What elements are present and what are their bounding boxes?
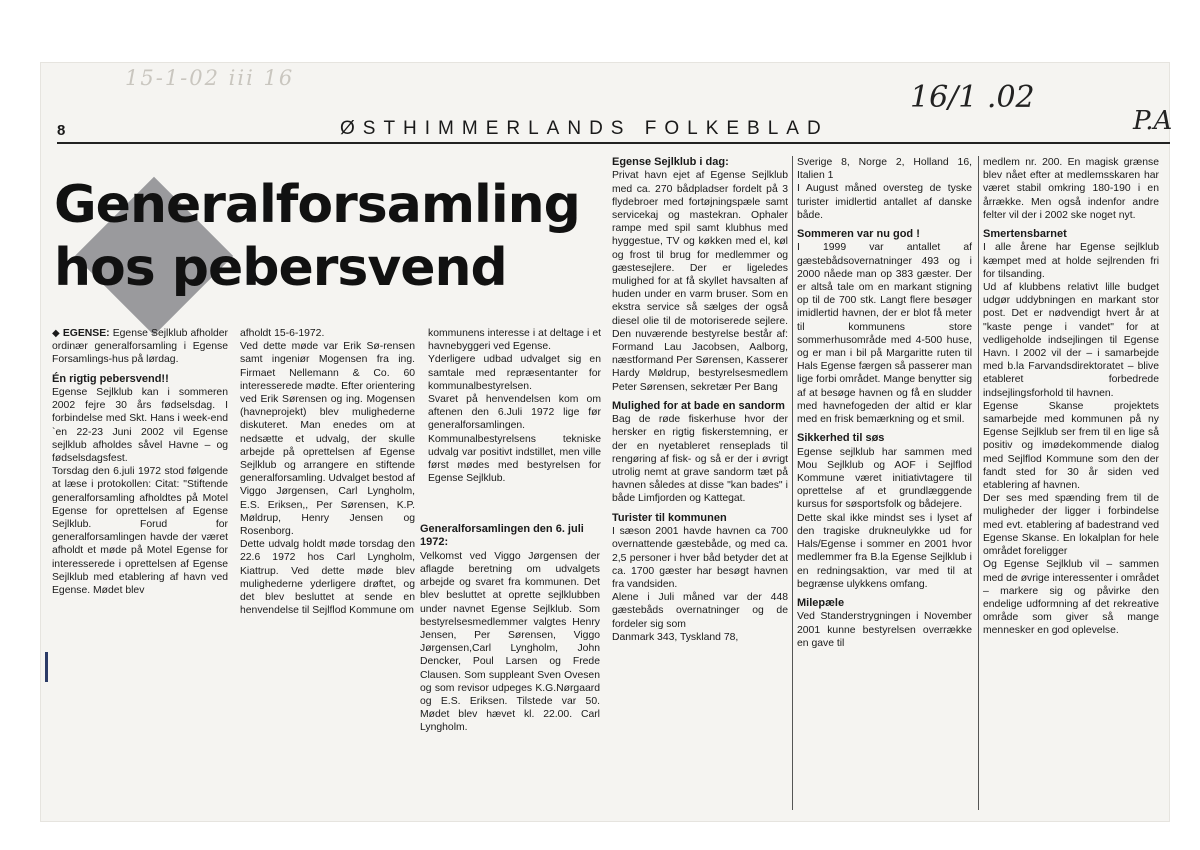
column-1 bbox=[52, 327, 228, 597]
subheading: Sikkerhed til søs bbox=[797, 432, 885, 445]
subheading: Smertensbarnet bbox=[983, 228, 1067, 241]
paragraph: Egense Sejlklub kan i sommeren 2002 fejre 30 års fødselsdag. I forbindelse med Skt. Hans i week-end `en 22-23 Juni 2002 vil Egense sejlklub afholdes såvel Havne – og fødselsdagsfest. bbox=[52, 387, 228, 465]
subheading: Turister til kommunen bbox=[612, 511, 727, 524]
lead-text: Egense Sejlklub afholder ordinær generalforsamling i Egense Forsamlings-hus på lørdag. bbox=[52, 328, 229, 366]
paragraph: Velkomst ved Viggo Jørgensen der aflagde beretning om udvalgets arbejde og svaret fra kommunen. Det blev besluttet at oprette sejlklubben under navnet Egense Sejlklub. Som bestyrelsesmedlemmer valgtes Henry Jensen, Per Sørensen, Viggo Jørgensen,Carl Lyngholm, John Dencker, Poul Larsen og Frede Clausen. Som suppleant Sven Ovesen og som revisor udpeges K.G.Nørgaard og E.S. Eriksen. Tilstede var 50. Mødet blev hævet kl. 22.00. Carl Lyngholm. bbox=[420, 550, 600, 734]
paragraph: Der ses med spænding frem til de muligheder der ligger i forbindelse med evt. etablering af badestrand ved Egense Skanse. En lokalplan for hele området foreligger bbox=[983, 493, 1159, 558]
paragraph: Sverige 8, Norge 2, Holland 16, Italien 1 bbox=[797, 157, 972, 182]
paragraph: Ved dette møde var Erik Sø-rensen samt ingeniør Mogensen fra ing. Firmaet Nellemann & Co. 60 interesserede mødte. Efter orientering ved Erik Sørensen og ing. Mogensen (havneprojekt) blev mulighederne diskuteret. Man enedes om at nedsætte et udvalg, der skulle arbejde på oprettelsen af Egense Sejlklub og arrangere en stiftende generalforsamling. Udvalget bestod af Viggo Jørgensen, Carl Lyngholm, E.S. Eriksen,, Per Sørensen, K.P. Møldrup, Henry Jensen og Rosenborg. bbox=[240, 341, 416, 538]
subheading: Generalforsamlingen den 6. juli 1972: bbox=[420, 523, 584, 549]
newspaper-clipping bbox=[40, 62, 1173, 822]
paragraph: I sæson 2001 havde havnen ca 700 overnattende gæstebåde, og med ca. 2,5 personer i hver båd betyder det at ca. 1700 gæster har besøgt havnen fra vandsiden. bbox=[612, 526, 788, 590]
column-divider bbox=[978, 156, 979, 810]
paragraph: Danmark 343, Tyskland 78, bbox=[612, 631, 739, 643]
newspaper-masthead: ØSTHIMMERLANDS FOLKEBLAD bbox=[340, 118, 829, 139]
paragraph: I 1999 var antallet af gæstebådsovernatninger 493 og i 2000 nåede man op 383 gæster. Der er altså tale om en markant stigning op til de 700 stk. Langt flere besøger imidlertid havnen, der er blot få meter til kommunens store sommerhusområde med 4-500 huse, og er man i bil på Margaritte ruten til Hals Egense færgen så passerer man lige forbi området. Mange benytter sig af at besøge havnen og få en sludder med havnefogeden der altid er klar med en frisk bemærkning og et smil. bbox=[797, 242, 972, 426]
paragraph: I alle årene har Egense sejlklub kæmpet med at holde sejlrenden fri for tilsanding. bbox=[983, 242, 1159, 280]
paragraph: Alene i Juli måned var der 448 gæstebåds overnatninger og de fordeler sig som bbox=[612, 592, 788, 630]
paragraph: Dette skal ikke mindst ses i lyset af den tragiske drukneulykke ud for Hals/Egense i sommer en 2001 hvor medlemmer fra B.la Egense Sejlklub i en redningsaktion, var med til at begrænse ulykkens omfang. bbox=[797, 512, 972, 590]
faint-handwritten-date: 15-1-02 iii 16 bbox=[125, 66, 295, 90]
subheading: Milepæle bbox=[797, 596, 845, 609]
paragraph: Og Egense Sejlklub vil – sammen med de øvrige interessenter i området – markere sig og påvirke den endelige udformning af det rekreative område som giver så mange mennesker en god oplevelse. bbox=[983, 559, 1159, 637]
paragraph: Bag de røde fiskerhuse hvor der hersker en rigtig fiskerstemning, er der en nyetableret renseplads til rengøring af fisk- og så er der i øvrigt utrolig nemt at grave sandorm tæt på havnen således at disse "kan bades" i både Limfjorden og Kattegat. bbox=[612, 414, 788, 505]
column-divider bbox=[792, 156, 793, 810]
subheading: Mulighed for at bade en sandorm bbox=[612, 399, 785, 412]
paragraph: I August måned oversteg de tyske turister imidlertid antallet af danske både. bbox=[797, 183, 972, 221]
paragraph: Ved Standerstrygningen i November 2001 kunne bestyrelsen overrække en gave til bbox=[797, 611, 972, 649]
paragraph: Egense sejlklub har sammen med Mou Sejlklub og AOF i Sejlflod Kommune været initiativtagere til oprettelse af et grundlæggende kursus for søsportsfolk og bådejere. bbox=[797, 446, 972, 511]
lead-paragraph bbox=[52, 327, 228, 367]
paragraph: kommunens interesse i at deltage i et havnebyggeri ved Egense. bbox=[428, 328, 601, 353]
paragraph: Ud af klubbens relativt lille budget udgør uddybningen en markant stor post. Det er nødvendigt hvert år at "kaste penge i vandet" for at vedligeholde indsejlingen til Egense Havn. I 2002 vil der – i samarbejde med b.la Farvandsdirektoratet – blive etableret forbedrede indsejlingsforhold til havnen. bbox=[983, 282, 1159, 399]
margin-marker bbox=[45, 652, 48, 682]
diamond-bullet-icon: ◆ bbox=[52, 328, 63, 339]
column-2 bbox=[240, 327, 415, 617]
column-6 bbox=[983, 156, 1159, 638]
handwritten-date: 16/1 .02 bbox=[910, 80, 1035, 115]
column-3 bbox=[428, 327, 601, 485]
subheading: Én rigtig pebersvend!! bbox=[52, 372, 169, 385]
headline-line-1: Generalforsamling bbox=[54, 175, 580, 235]
article-headline bbox=[54, 174, 580, 300]
column-3-lower bbox=[420, 517, 600, 735]
column-5 bbox=[797, 156, 972, 650]
paragraph: Svaret på henvendelsen kom om aftenen den 6.Juli 1972 lige før generalforsamlingen. Kommunalbestyrelsens tekniske udvalg var positivt indstillet, men ville først mødes med bestyrelsen for Egense Sejlklub. bbox=[428, 394, 601, 485]
column-4 bbox=[612, 156, 788, 644]
paragraph: Dette udvalg holdt møde torsdag den 22.6 1972 hos Carl Lyngholm, Kiattrup. Ved dette møde blev mulighederne yderligere drøftet, og det blev besluttet at sende en henvendelse til Sejlflod Kommune om bbox=[240, 539, 415, 617]
paragraph: Egense Skanse projektets samarbejde med kommunen på ny Egense Sejlklub ser frem til en lige så positiv og imødekommende dialog med Sejlflod Kommune som den der fandt sted for 30 år siden ved etablering af havnen. bbox=[983, 400, 1159, 492]
paragraph: Torsdag den 6.juli 1972 stod følgende at læse i protokollen: Citat: "Stiftende generalforsamling afholdtes på Motel Egense for oprettelsen af Egense Sejlklub. Forud for generalforsamlingen havde der været afholdt et møde på Motel Egense for interesserede i oprettelsen af Egense Sejlklub med etablering af havn ved Egense. Mødet blev bbox=[52, 466, 228, 597]
paragraph: afholdt 15-6-1972. bbox=[240, 328, 325, 339]
headline-line-2: hos pebersvend bbox=[54, 238, 507, 298]
paragraph: medlem nr. 200. En magisk grænse blev nået efter at medlemsskaren har været stabil omkring 180-190 i en årrække. Men også indenfor andre felter vil der i 2002 ske noget nyt. bbox=[983, 157, 1159, 221]
paragraph: Privat havn ejet af Egense Sejlklub med ca. 270 bådpladser fordelt på 3 flydebroer med fortøjningspæle samt servicekaj og mastekran. Ophaler rampe med spil samt klubhus med hyggestue, TV og køkken med el, køl og frost til brug for medlemmer og gæstesejlere. Der er ligeledes mulighed for at få skyllet havsalten af huden under en varm bruser. Som en ekstra service så sælges der også diesel olie til de motoriserede sejlere. Den nuværende bestyrelse består af: Formand Lau Jacobsen, Aalborg, næstformand Per Sørensen, Kasserer Hardy Møldrup, bestyrelsesmedlem Peter Sørensen, sekretær Per Bang bbox=[612, 170, 788, 393]
subheading: Egense Sejlklub i dag: bbox=[612, 156, 729, 168]
paragraph: Yderligere udbad udvalget sig en samtale med repræsentanter for kommunalbestyrelsen. bbox=[428, 354, 601, 392]
masthead-rule bbox=[57, 142, 1170, 144]
dateline: EGENSE: bbox=[62, 328, 110, 339]
page-number: 8 bbox=[57, 122, 66, 139]
subheading: Sommeren var nu god ! bbox=[797, 228, 920, 241]
handwritten-corner-note: P.A bbox=[1133, 106, 1173, 136]
